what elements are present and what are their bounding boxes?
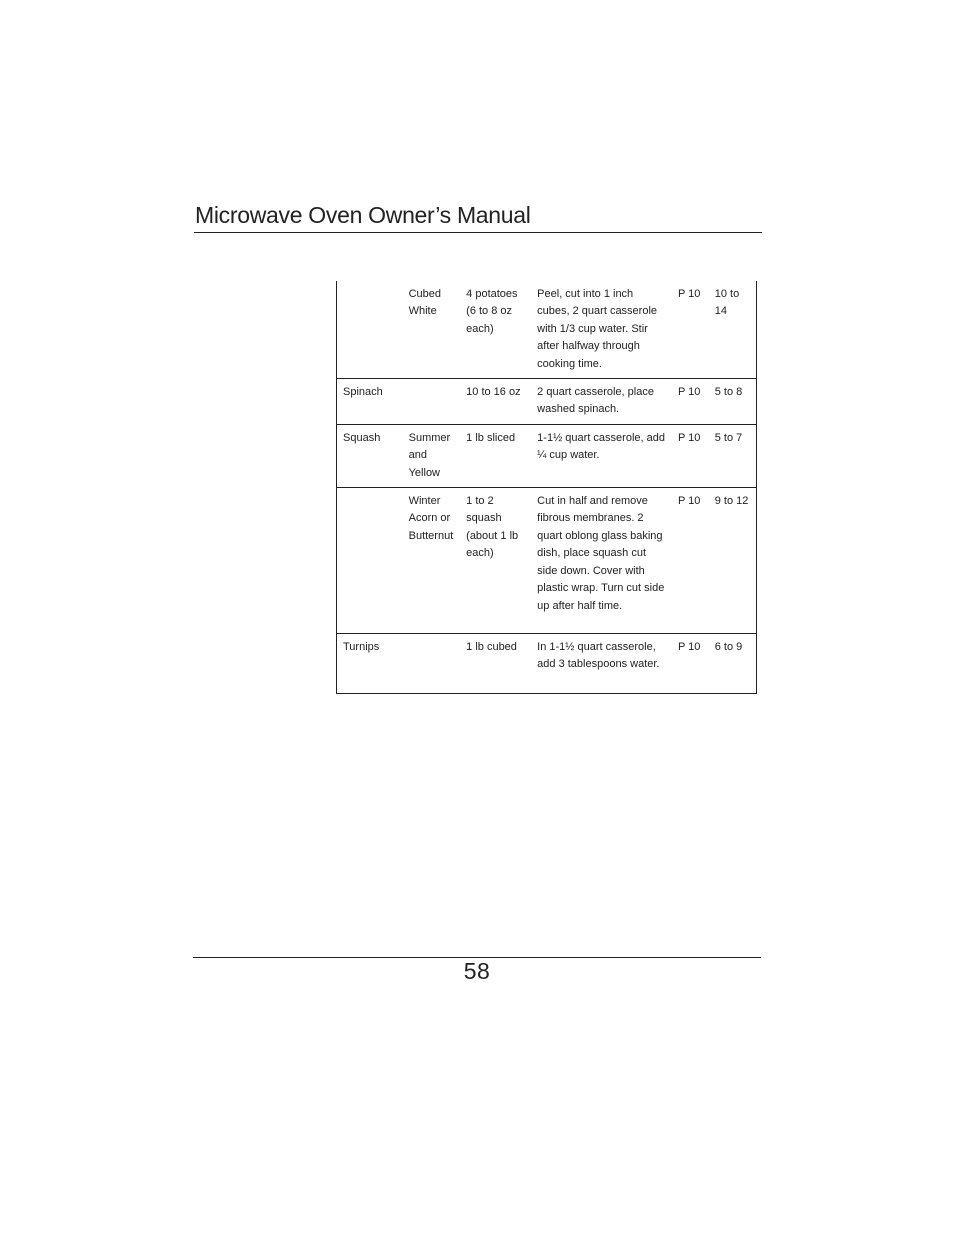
directions-cell: In 1-1½ quart casserole, add 3 tablespoons water. bbox=[531, 634, 672, 694]
variety-cell: Winter Acorn or Butternut bbox=[403, 488, 461, 634]
power-cell: P 10 bbox=[672, 634, 709, 694]
page-header bbox=[194, 196, 762, 233]
directions-cell: 1-1½ quart casserole, add ¼ cup water. bbox=[531, 424, 672, 487]
table-row bbox=[337, 379, 757, 425]
amount-cell: 10 to 16 oz bbox=[460, 379, 531, 425]
amount-cell: 1 lb cubed bbox=[460, 634, 531, 694]
vegetable-cell: Squash bbox=[337, 424, 403, 487]
time-cell: 5 to 8 bbox=[709, 379, 757, 425]
directions-cell: Cut in half and remove fibrous membranes. 2 quart oblong glass baking dish, place squash cut side down. Cover with plastic wrap. Turn cut side up after half time. bbox=[531, 488, 672, 634]
directions-cell: Peel, cut into 1 inch cubes, 2 quart casserole with 1/3 cup water. Stir after halfway through cooking time. bbox=[537, 288, 658, 370]
variety-cell: Cubed White bbox=[408, 288, 442, 318]
page-footer bbox=[193, 957, 761, 984]
amount-cell: 1 lb sliced bbox=[460, 424, 531, 487]
variety-cell: Summer and Yellow bbox=[403, 424, 461, 487]
directions-cell: 2 quart casserole, place washed spinach. bbox=[531, 379, 672, 425]
amount-cell: 1 to 2 squash (about 1 lb each) bbox=[460, 488, 531, 634]
vegetable-cell bbox=[337, 488, 403, 634]
variety-cell bbox=[403, 379, 461, 425]
table-row bbox=[337, 281, 757, 379]
vegetable-cell bbox=[337, 281, 403, 379]
time-cell: 5 to 7 bbox=[709, 424, 757, 487]
power-cell: P 10 bbox=[677, 288, 701, 300]
page-number: 58 bbox=[463, 958, 491, 984]
page-title: Microwave Oven Owner’s Manual bbox=[195, 202, 531, 228]
table-row bbox=[337, 634, 757, 694]
cooking-table bbox=[336, 281, 757, 694]
amount-cell: 4 potatoes (6 to 8 oz each) bbox=[466, 288, 518, 335]
table-row bbox=[337, 488, 757, 634]
vegetable-cell: Turnips bbox=[337, 634, 403, 694]
table-row bbox=[337, 424, 757, 487]
variety-cell bbox=[403, 634, 461, 694]
time-cell: 6 to 9 bbox=[709, 634, 757, 694]
power-cell: P 10 bbox=[672, 379, 709, 425]
vegetable-cell: Spinach bbox=[337, 379, 403, 425]
time-cell: 9 to 12 bbox=[709, 488, 757, 634]
power-cell: P 10 bbox=[672, 488, 709, 634]
power-cell: P 10 bbox=[672, 424, 709, 487]
time-cell: 10 to 14 bbox=[714, 288, 740, 318]
